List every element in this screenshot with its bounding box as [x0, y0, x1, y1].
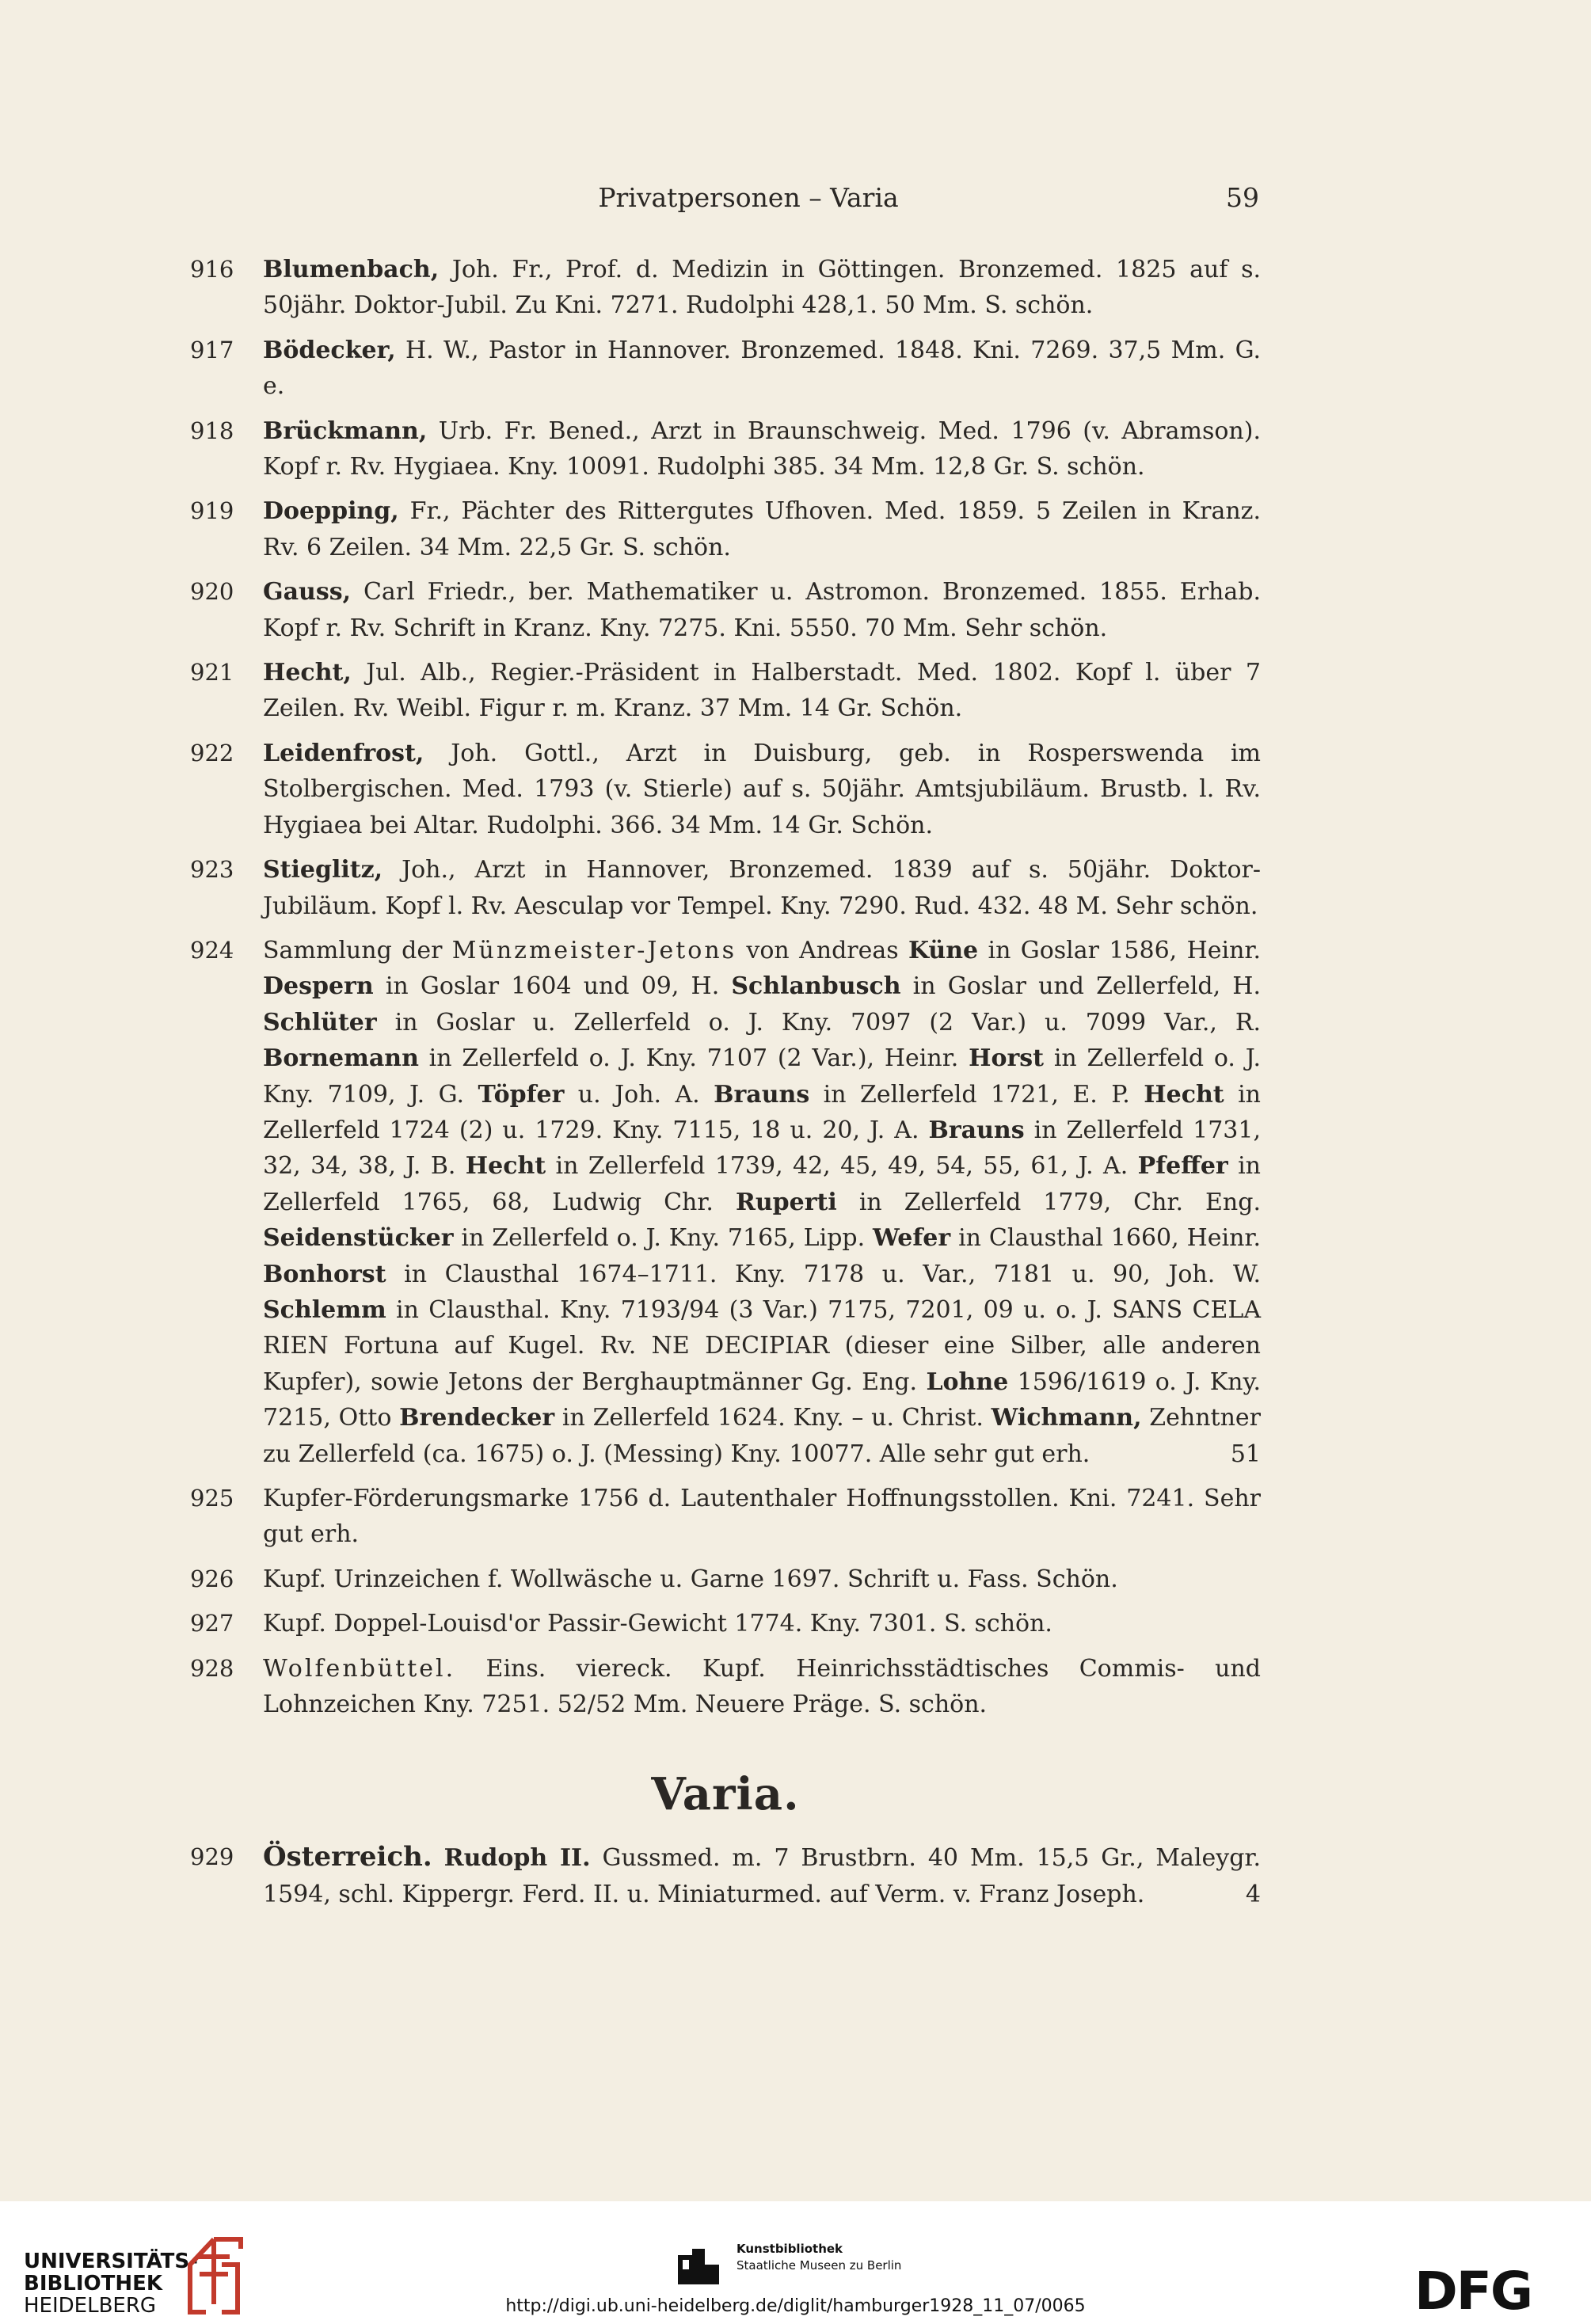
entry-text: Kupf. Urinzeichen f. Wollwäsche u. Garne 1697. Schrift u. Fass. Schön.: [263, 1565, 1118, 1593]
entry-925: [190, 1481, 1261, 1553]
lot-number: 922: [190, 739, 234, 766]
kunstbibliothek-emblem-icon: [678, 2249, 719, 2284]
entry-name: Gauss,: [263, 578, 352, 607]
lot-number: 927: [190, 1610, 234, 1637]
entry-text: Jul. Alb., Regier.-Präsident in Halberstadt. Med. 1802. Kopf l. über 7 Zeilen. Rv. Weibl. Figur r. m. Kranz. 37 Mm. 14 Gr. Schön.: [263, 659, 1261, 723]
entry-text: Joh., Arzt in Hannover, Bronzemed. 1839 auf s. 50jähr. Doktor-Jubiläum. Kopf l. Rv. Aesculap vor Tempel. Kny. 7290. Rud. 432. 48 M. Sehr schön.: [263, 856, 1261, 920]
entry-name: Blumenbach,: [263, 256, 440, 283]
lot-number: 920: [190, 578, 234, 606]
running-head: [238, 182, 1259, 222]
kunstbibliothek-name: Kunstbibliothek: [737, 2242, 843, 2256]
entry-929: [190, 1839, 1261, 1912]
lot-number: 919: [190, 497, 234, 525]
minter-name: Brauns: [714, 1080, 810, 1109]
ub-logo-line2: BIBLIOTHEK: [24, 2272, 163, 2295]
entry-text: in Clausthal. Kny. 7193/94 (3 Var.) 7175, 7201, 09 u. o. J. SANS CELA RIEN Fortuna auf Kugel. Rv. NE DECIPIAR (dieser eine Silber, alle anderen Kupfer), sowie Jetons der Berghauptmänner Gg. Eng.: [263, 1295, 1261, 1396]
lot-number: 929: [190, 1843, 234, 1871]
entry-text: in Goslar 1604 und 09, H.: [373, 972, 732, 1001]
entry-text: in Zellerfeld 1765, 68, Ludwig Chr.: [263, 1152, 1262, 1216]
minter-name: Hecht: [1144, 1080, 1224, 1109]
entry-text: in Clausthal 1660, Heinr.: [950, 1224, 1261, 1253]
entry-name: Leidenfrost,: [263, 739, 424, 767]
entry-926: [190, 1561, 1261, 1597]
digitization-footer: [0, 2201, 1591, 2324]
entry-text: Zehntner zu Zellerfeld (ca. 1675) o. J. (Messing) Kny. 10077. Alle sehr gut erh.: [263, 1404, 1262, 1468]
minter-name: Despern: [263, 972, 374, 1001]
ub-logo-line3: HEIDELBERG: [24, 2294, 157, 2318]
entry-927: [190, 1606, 1261, 1641]
entry-918: [190, 413, 1261, 485]
lot-number: 916: [190, 256, 234, 283]
minter-name: Ruperti: [735, 1188, 837, 1216]
minter-name: Wichmann,: [991, 1404, 1142, 1432]
minter-name: Seidenstücker: [263, 1224, 454, 1253]
entry-name: Bödecker,: [263, 336, 396, 364]
entry-text: in Zellerfeld o. J. Kny. 7165, Lipp.: [453, 1224, 874, 1253]
entry-text: in Zellerfeld 1731, 32, 34, 38, J. B.: [263, 1116, 1261, 1181]
entry-text: in Zellerfeld 1739, 42, 45, 49, 54, 55, 61, J. A.: [546, 1152, 1138, 1181]
minter-name: Schlüter: [263, 1008, 377, 1036]
entry-923: [190, 852, 1261, 924]
spaced-term: Wolfenbüttel.: [263, 1654, 456, 1683]
minter-name: Horst: [969, 1044, 1045, 1073]
entry-text: H. W., Pastor in Hannover. Bronzemed. 1848. Kni. 7269. 37,5 Mm. G. e.: [263, 336, 1261, 401]
entry-name: Doepping,: [263, 497, 399, 526]
minter-name: Töpfer: [478, 1080, 565, 1109]
entry-text: Kupf. Doppel-Louisd'or Passir-Gewicht 1774. Kny. 7301. S. schön.: [263, 1610, 1052, 1638]
entry-name: Stieglitz,: [263, 856, 383, 884]
lot-number: 923: [190, 856, 234, 884]
dfg-logo[interactable]: DFG: [1414, 2261, 1532, 2322]
minter-name: Wefer: [873, 1224, 951, 1253]
entry-text: in Zellerfeld o. J. Kny. 7107 (2 Var.), Heinr.: [418, 1044, 969, 1073]
museum-name: Staatliche Museen zu Berlin: [737, 2258, 902, 2273]
entry-924: [190, 933, 1261, 1472]
entry-text: in Clausthal 1674–1711. Kny. 7178 u. Var., 7181 u. 90, Joh. W.: [386, 1260, 1261, 1288]
entry-text: Carl Friedr., ber. Mathematiker u. Astromon. Bronzemed. 1855. Erhab. Kopf r. Rv. Schrift in Kranz. Kny. 7275. Kni. 5550. 70 Mm. Sehr schön.: [263, 578, 1261, 642]
minter-name: Schlanbusch: [731, 972, 901, 1001]
ub-logo-line1: UNIVERSITÄTS-: [24, 2250, 198, 2273]
entry-text: in Goslar u. Zellerfeld o. J. Kny. 7097 (2 Var.) u. 7099 Var., R.: [376, 1008, 1261, 1036]
entry-text: Gussmed. m. 7 Brustbrn. 40 Mm. 15,5 Gr., Maleygr. 1594, schl. Kippergr. Ferd. II. u. Miniaturmed. auf Verm. v. Franz Joseph.: [263, 1844, 1261, 1908]
spaced-term: Münzmeister-Jetons: [451, 936, 737, 964]
minter-name: Bonhorst: [263, 1260, 386, 1288]
minter-name: Schlemm: [263, 1295, 386, 1324]
lot-number: 925: [190, 1485, 234, 1512]
permalink-url[interactable]: http://digi.ub.uni-heidelberg.de/diglit/hamburger1928_11_07/0065: [505, 2296, 1086, 2316]
catalog-entries: [190, 252, 1261, 1921]
minter-name: Hecht: [465, 1152, 546, 1181]
lot-value: 51: [1230, 1440, 1261, 1468]
lot-number: 928: [190, 1654, 234, 1682]
entry-name: Brückmann,: [263, 416, 428, 445]
lot-number: 921: [190, 659, 234, 687]
section-heading: Varia.: [651, 1768, 800, 1821]
entry-920: [190, 574, 1261, 646]
entry-text: Sammlung der: [263, 936, 452, 964]
minter-name: Pfeffer: [1137, 1152, 1228, 1181]
entry-text: 1596/1619 o. J. Kny. 7215, Otto: [263, 1367, 1261, 1432]
entry-text: in Zellerfeld 1724 (2) u. 1729. Kny. 7115, 18 u. 20, J. A.: [263, 1080, 1262, 1144]
minter-name: Brauns: [928, 1116, 1025, 1144]
entry-text: in Zellerfeld 1779, Chr. Eng.: [836, 1188, 1261, 1216]
minter-name: Brendecker: [399, 1404, 555, 1432]
entry-919: [190, 493, 1261, 565]
entry-text: in Goslar 1586, Heinr.: [978, 936, 1261, 964]
lot-number: 918: [190, 416, 234, 444]
entry-text: Urb. Fr. Bened., Arzt in Braunschweig. Med. 1796 (v. Abramson). Kopf r. Rv. Hygiaea. Kny. 10091. Rudolphi 385. 34 Mm. 12,8 Gr. S. schön.: [263, 416, 1261, 481]
entry-text: Joh. Fr., Prof. d. Medizin in Göttingen. Bronzemed. 1825 auf s. 50jähr. Doktor-Jubil. Zu Kni. 7271. Rudolphi 428,1. 50 Mm. S. schön.: [263, 256, 1261, 320]
entry-text: in Zellerfeld o. J. Kny. 7109, J. G.: [263, 1044, 1261, 1109]
entry-text: Eins. viereck. Kupf. Heinrichsstädtisches Commis- und Lohnzeichen Kny. 7251. 52/52 Mm. Neuere Präge. S. schön.: [263, 1654, 1261, 1719]
minter-name: Küne: [908, 936, 979, 964]
running-title: Privatpersonen – Varia: [598, 182, 899, 213]
entry-name: Hecht,: [263, 659, 352, 687]
entry-928: [190, 1651, 1261, 1723]
entry-text: in Goslar und Zellerfeld, H.: [900, 972, 1261, 1001]
entry-text: Joh. Gottl., Arzt in Duisburg, geb. in Rosperswenda im Stolbergischen. Med. 1793 (v. Stierle) auf s. 50jähr. Amtsjubiläum. Brustb. l. Rv. Hygiaea bei Altar. Rudolphi. 366. 34 Mm. 14 Gr. Schön.: [263, 739, 1261, 839]
entry-922: [190, 736, 1261, 843]
entry-text: in Zellerfeld 1721, E. P.: [809, 1080, 1144, 1109]
entry-921: [190, 655, 1261, 727]
kunstbibliothek-text: [737, 2241, 901, 2274]
entry-name: Österreich.: [263, 1841, 432, 1873]
lot-value: 4: [1245, 1880, 1261, 1908]
minter-name: Bornemann: [263, 1044, 419, 1073]
entry-text: in Zellerfeld 1624. Kny. – u. Christ.: [554, 1404, 992, 1432]
entry-text: von Andreas: [737, 936, 908, 964]
entry-text: Kupfer-Förderungsmarke 1756 d. Lautenthaler Hoffnungsstollen. Kni. 7241. Sehr gut erh.: [263, 1485, 1261, 1549]
lot-number: 926: [190, 1565, 234, 1592]
ruler-name: Rudoph II.: [443, 1844, 591, 1873]
entry-text: u. Joh. A.: [564, 1080, 714, 1109]
page-number: 59: [1226, 182, 1259, 213]
entry-916: [190, 252, 1261, 324]
entry-917: [190, 333, 1261, 405]
lot-number: 924: [190, 936, 234, 964]
lot-number: 917: [190, 336, 234, 363]
minter-name: Lohne: [926, 1367, 1009, 1396]
entry-text: Fr., Pächter des Rittergutes Ufhoven. Med. 1859. 5 Zeilen in Kranz. Rv. 6 Zeilen. 34 Mm. 22,5 Gr. S. schön.: [263, 497, 1261, 561]
